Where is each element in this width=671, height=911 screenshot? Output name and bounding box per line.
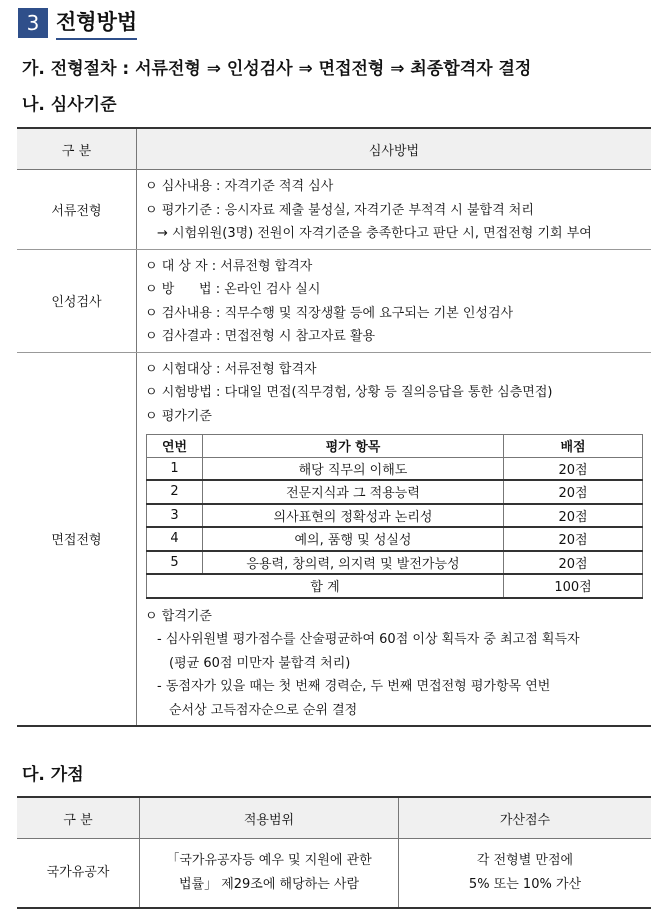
eval-item: 해당 직무의 이해도	[203, 457, 504, 480]
eval-total-label: 합 계	[147, 574, 504, 598]
row-label: 서류전형	[17, 170, 137, 250]
points-line: 5% 또는 10% 가산	[468, 877, 582, 892]
eval-item: 전문지식과 그 적용능력	[203, 480, 504, 504]
method-line: ㅇ 검사내용 : 직무수행 및 직장생활 등에 요구되는 기본 인성검사	[145, 305, 514, 321]
eval-score: 20점	[504, 551, 643, 575]
row-label: 면접전형	[17, 352, 137, 726]
method-line: → 시험위원(3명) 전원이 자격기준을 충족한다고 판단 시, 면접전형 기회 부여	[157, 226, 592, 241]
method-line: ㅇ 시험대상 : 서류전형 합격자	[145, 361, 317, 377]
points-line: 각 전형별 만점에	[476, 853, 574, 868]
method-line: (평균 60점 미만자 불합격 처리)	[169, 655, 351, 671]
eval-row	[147, 527, 643, 551]
method-line: 순서상 고득점자순으로 순위 결정	[169, 702, 358, 718]
row-document-screening	[17, 170, 651, 250]
eval-header-no: 연번	[147, 435, 203, 458]
scope-line: 법률」 제29조에 해당하는 사람	[178, 877, 360, 892]
add-header-points: 가산점수	[399, 797, 652, 839]
eval-row	[147, 480, 643, 504]
method-line: ㅇ 시험방법 : 다대일 면접(직무경험, 상황 등 질의응답을 통한 심층면접)	[145, 385, 553, 400]
add-row-label: 국가유공자	[17, 839, 140, 909]
eval-no: 3	[147, 504, 203, 528]
evaluation-table	[146, 434, 643, 599]
add-header-category: 구 분	[17, 797, 140, 839]
eval-header-score: 배점	[504, 435, 643, 458]
eval-row	[147, 551, 643, 575]
header-category: 구 분	[17, 128, 137, 170]
eval-no: 1	[147, 457, 203, 480]
eval-score: 20점	[504, 457, 643, 480]
eval-item: 의사표현의 정확성과 논리성	[203, 504, 504, 528]
eval-score: 20점	[504, 504, 643, 528]
add-header-scope: 적용범위	[140, 797, 399, 839]
method-line: ㅇ 방 법 : 온라인 검사 실시	[145, 282, 321, 297]
heading-review-criteria: 나. 심사기준	[22, 95, 117, 115]
eval-no: 2	[147, 480, 203, 504]
section-title: 전형방법	[56, 6, 137, 40]
method-line: ㅇ 평가기준	[145, 408, 212, 424]
method-line: ㅇ 합격기준	[145, 608, 212, 624]
eval-item: 예의, 품행 및 성실성	[203, 527, 504, 551]
scope-line: 「국가유공자등 예우 및 지원에 관한	[166, 853, 372, 868]
review-criteria-table	[17, 127, 651, 727]
add-row-scope	[140, 839, 399, 909]
eval-no: 5	[147, 551, 203, 575]
eval-score: 20점	[504, 527, 643, 551]
eval-row	[147, 504, 643, 528]
method-line: - 동점자가 있을 때는 첫 번째 경력순, 두 번째 면접전형 평가항목 연번	[157, 679, 551, 694]
row-interview	[17, 352, 651, 726]
method-line: ㅇ 검사결과 : 면접전형 시 참고자료 활용	[145, 329, 376, 344]
heading-bonus-points: 다. 가점	[22, 765, 84, 785]
bonus-points-table	[17, 796, 651, 909]
eval-total-row	[147, 574, 643, 598]
method-line: - 심사위원별 평가점수를 산술평균하여 60점 이상 획득자 중 최고점 획득자	[157, 632, 580, 647]
eval-header-item: 평가 항목	[203, 435, 504, 458]
add-row-points	[399, 839, 652, 909]
eval-total-value: 100점	[504, 574, 643, 598]
eval-item: 응용력, 창의력, 의지력 및 발전가능성	[203, 551, 504, 575]
method-line: ㅇ 대 상 자 : 서류전형 합격자	[145, 258, 313, 274]
heading-selection-procedure: 가. 전형절차 : 서류전형 ⇒ 인성검사 ⇒ 면접전형 ⇒ 최종합격자 결정	[22, 59, 532, 79]
eval-row	[147, 457, 643, 480]
eval-no: 4	[147, 527, 203, 551]
row-personality-test	[17, 249, 651, 352]
section-header	[18, 6, 137, 40]
section-number: 3	[18, 8, 48, 38]
add-row	[17, 839, 651, 909]
header-review-method: 심사방법	[137, 128, 652, 170]
method-line: ㅇ 평가기준 : 응시자료 제출 불성실, 자격기준 부적격 시 불합격 처리	[145, 202, 534, 218]
eval-score: 20점	[504, 480, 643, 504]
method-line: ㅇ 심사내용 : 자격기준 적격 심사	[145, 179, 334, 194]
row-label: 인성검사	[17, 249, 137, 352]
